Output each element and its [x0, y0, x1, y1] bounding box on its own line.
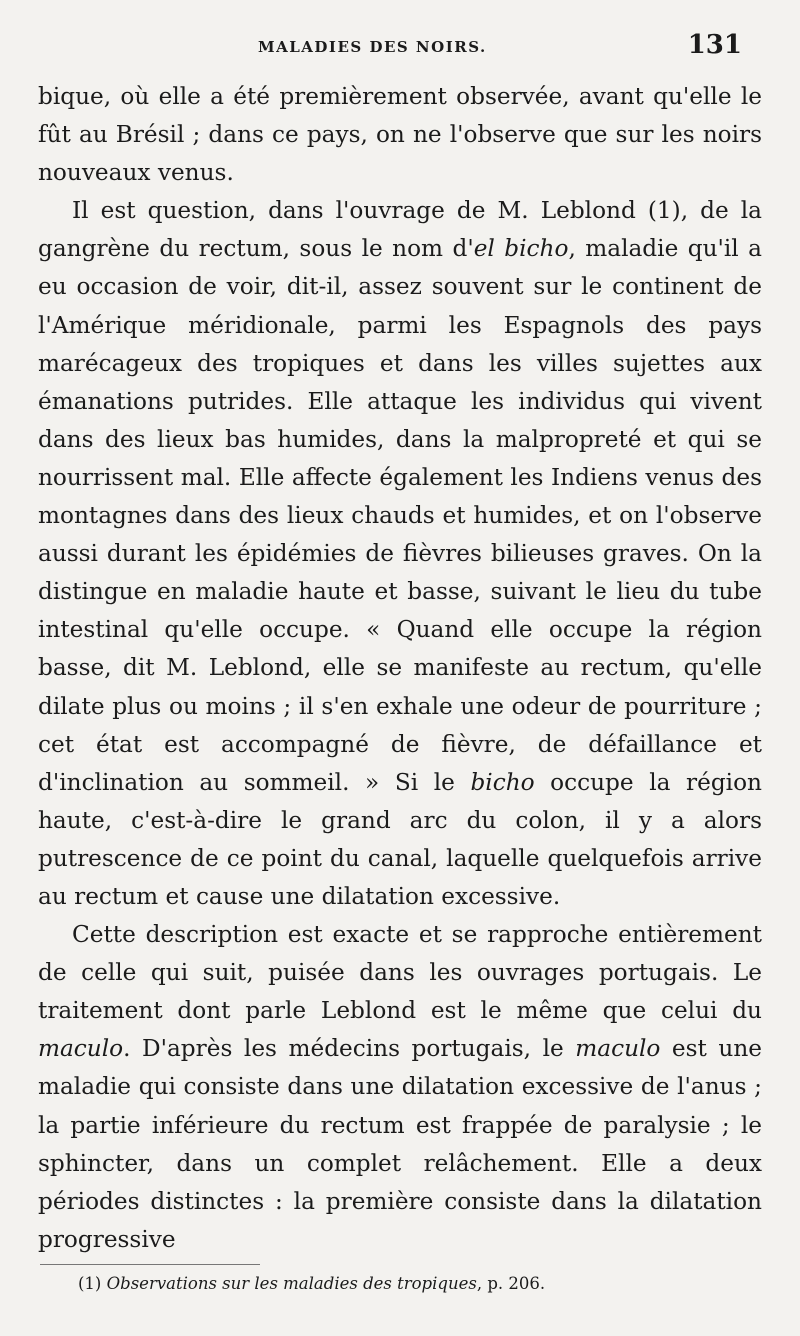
- paragraph-2: [38, 192, 762, 916]
- paragraph-2-text-a: Il est question, dans l'ouvrage de M. Leblond (1), de la gangrène du rectum, sous le nom d': [38, 197, 762, 263]
- paragraph-1: [38, 78, 762, 192]
- paragraph-1-text: bique, où elle a été premièrement observée, avant qu'elle le fût au Brésil ; dans ce pays, on ne l'observe que sur les noirs nouveaux venus.: [38, 83, 762, 187]
- paragraph-3-text-c: est une maladie qui consiste dans une dilatation excessive de l'anus ; la partie inférieure du rectum est frappée de paralysie ; le sphincter, dans un complet relâchement. Elle a deux périodes distinctes : la première consiste dans la dilatation progressive: [38, 1035, 762, 1253]
- footnote-page-reference: , p. 206.: [476, 1274, 546, 1293]
- page-number: 131: [687, 30, 742, 60]
- footnote-text: Observations sur les maladies des tropiques: [106, 1274, 477, 1293]
- footnote-divider: [40, 1264, 260, 1265]
- term-maculo-1: maculo: [38, 1035, 124, 1063]
- page-header: [60, 30, 742, 66]
- paragraph-2-text-c: occupe la région haute, c'est-à-dire le grand arc du colon, il y a alors putrescence de ce point du canal, laquelle quelquefois arrive au rectum et cause une dilatation excessive.: [38, 768, 762, 910]
- body-text: [38, 78, 762, 1259]
- paragraph-3-text-a: Cette description est exacte et se rapproche entièrement de celle qui suit, puisée dans les ouvrages portugais. Le traitement dont parle Leblond est le même que celui du: [38, 921, 762, 1025]
- footnote: [78, 1274, 740, 1293]
- term-bicho: bicho: [470, 768, 535, 796]
- term-maculo-2: maculo: [575, 1035, 661, 1063]
- footnote-marker: (1): [78, 1274, 102, 1293]
- term-el-bicho: el bicho: [473, 235, 569, 263]
- paragraph-3-text-b: . D'après les médecins portugais, le: [123, 1035, 576, 1063]
- paragraph-2-text-b: , maladie qu'il a eu occasion de voir, dit-il, assez souvent sur le continent de l'Amérique méridionale, parmi les Espagnols des pays marécageux des tropiques et dans les villes sujettes aux émanations putrides. Elle attaque les individus qui vivent dans des lieux bas humides, dans la malpropreté et qui se nourrissent mal. Elle affecte également les Indiens venus des montagnes dans des lieux chauds et humides, et on l'observe aussi durant les épidémies de fièvres bilieuses graves. On la distingue en maladie haute et basse, suivant le lieu du tube intestinal qu'elle occupe. « Quand elle occupe la région basse, dit M. Leblond, elle se manifeste au rectum, qu'elle dilate plus ou moins ; il s'en exhale une odeur de pourriture ; cet état est accompagné de fièvre, de défaillance et d'inclination au sommeil. » Si le: [38, 235, 762, 796]
- running-title: MALADIES DES NOIRS.: [258, 38, 487, 56]
- paragraph-3: [38, 916, 762, 1259]
